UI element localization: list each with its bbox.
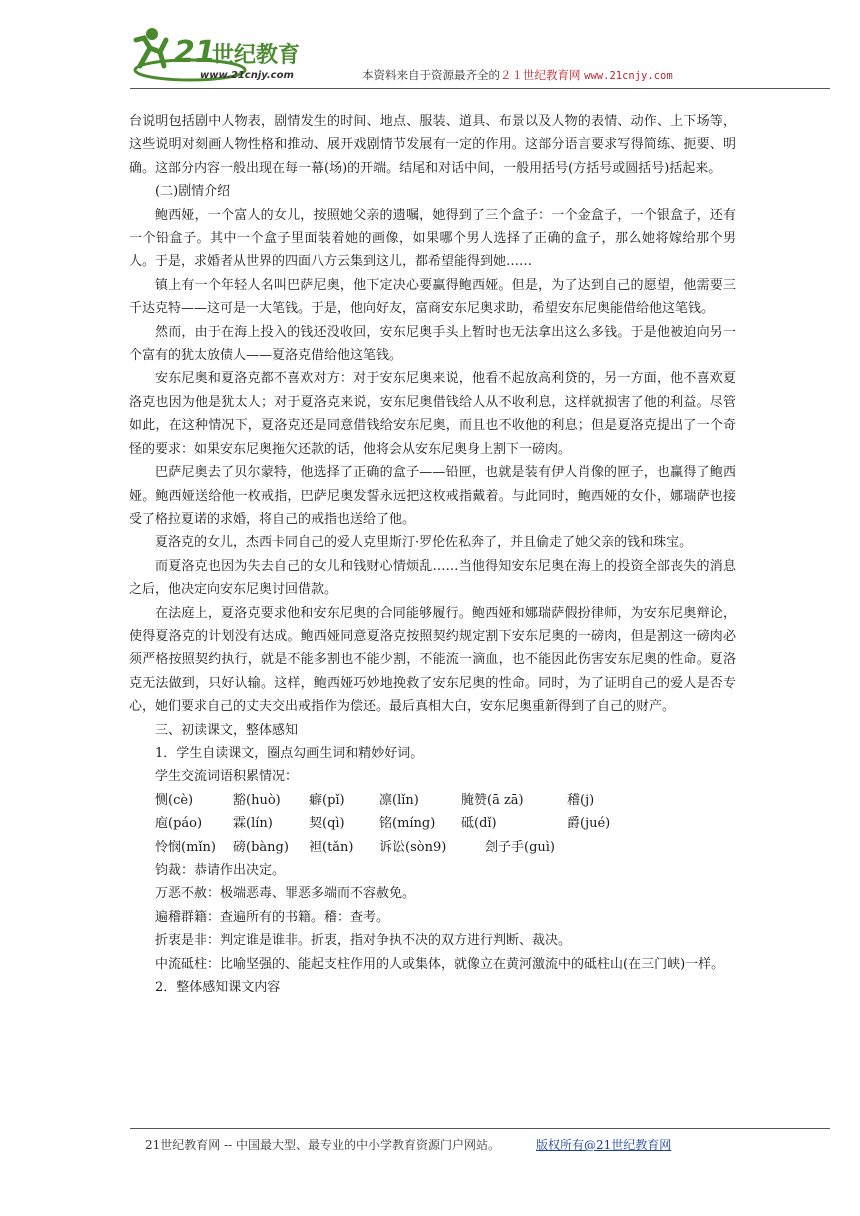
paragraph: 然而，由于在海上投入的钱还没收回，安东尼奥手头上暂时也无法拿出这么多钱。于是他被迫向另一个富有的犹太放债人——夏洛克借给他这笔钱。: [129, 324, 736, 364]
paragraph: 学生交流词语积累情况：: [155, 769, 299, 785]
paragraph: 夏洛克的女儿，杰西卡同自己的爱人克里斯汀·罗伦佐私奔了，并且偷走了她父亲的钱和珠宝。: [155, 535, 693, 551]
vocab-item: 磅(bàng): [233, 839, 289, 855]
vocab-item: 恻(cè): [155, 792, 194, 808]
definition: 中流砥柱：比喻坚强的、能起支柱作用的人或集体，就像立在黄河激流中的砥柱山(在三门峡)一样。: [155, 956, 725, 972]
vocab-item: 诉讼(sòn9): [379, 839, 447, 855]
vocab-item: 铭(míng): [379, 816, 436, 832]
vocab-item: 稽(j): [567, 792, 595, 808]
header-site-name: ２１世纪教育网: [500, 68, 581, 82]
page-header: [130, 22, 830, 90]
svg-text:www.21cnjy.com: www.21cnjy.com: [200, 70, 294, 81]
vocab-item: 凛(lǐn): [379, 792, 419, 808]
paragraph: 巴萨尼奥去了贝尔蒙特，他选择了正确的盒子——铅匣，也就是装有伊人肖像的匣子，也赢得了鲍西娅。鲍西娅送给他一枚戒指，巴萨尼奥发誓永远把这枚戒指戴着。与此同时，鲍西娅的女仆，娜瑞萨也接受了格拉夏诺的求婚，将自己的戒指也送给了他。: [129, 465, 736, 527]
vocab-item: 刽子手(guì): [485, 839, 555, 855]
vocab-item: 怜悯(mǐn): [155, 839, 217, 855]
paragraph: 而夏洛克也因为失去自己的女儿和钱财心情烦乱……当他得知安东尼奥在海上的投资全部丧失的消息之后，他决定向安东尼奥讨回借款。: [129, 558, 736, 598]
vocab-item: 霖(lín): [233, 816, 273, 832]
paragraph: 安东尼奥和夏洛克都不喜欢对方：对于安东尼奥来说，他看不起放高利贷的，另一方面，他不喜欢夏洛克也因为他是犹太人；对于夏洛克来说，安东尼奥借钱给人从不收利息，这样就损害了他的利益。尽管如此，在这种情况下，夏洛克还是同意借钱给安东尼奥，而且也不收他的利息；但是夏洛克提出了一个奇怪的要求：如果安东尼奥拖欠还款的话，他将会从安东尼奥身上割下一磅肉。: [129, 371, 736, 457]
footer-divider: [130, 1128, 830, 1129]
page-footer: [145, 1136, 671, 1153]
vocab-item: 砥(dǐ): [461, 816, 497, 832]
header-divider: [130, 88, 830, 89]
paragraph: 鲍西娅，一个富人的女儿，按照她父亲的遗嘱，她得到了三个盒子：一个金盒子，一个银盒子，还有一个铅盒子。其中一个盒子里面装着她的画像，如果哪个男人选择了正确的盒子，那么她将嫁给那个男人。于是，求婚者从世界的四面八方云集到这儿，都希望能得到她……: [129, 207, 736, 270]
vocab-item: 契(qì): [309, 816, 345, 832]
header-caption: 本资料来自于资源最齐全的２１世纪教育网 www.21cnjy.com: [362, 68, 673, 82]
vocab-row: [129, 836, 736, 859]
section-heading: (二)剧情介绍: [155, 184, 231, 200]
definition: 遍稽群籍：查遍所有的书籍。稽：查考。: [155, 909, 390, 925]
paragraph: 在法庭上，夏洛克要求他和安东尼奥的合同能够履行。鲍西娅和娜瑞萨假扮律师，为安东尼奥辩论，使得夏洛克的计划没有达成。鲍西娅同意夏洛克按照契约规定割下安东尼奥的一磅肉，但是割这一磅肉必须严格按照契约执行，就是不能多割也不能少割，不能流一滴血，也不能因此伤害安东尼奥的性命。夏洛克无法做到，只好认输。这样，鲍西娅巧妙地挽救了安东尼奥的性命。同时，为了证明自己的爱人是否专心，她们要求自己的丈夫交出戒指作为偿还。最后真相大白，安东尼奥重新得到了自己的财产。: [129, 605, 736, 715]
paragraph: 镇上有一个年轻人名叫巴萨尼奥，他下定决心要赢得鲍西娅。但是，为了达到自己的愿望，他需要三千达克特——这可是一大笔钱。于是，他向好友，富商安东尼奥求助，希望安东尼奥能借给他这笔钱。: [129, 277, 736, 317]
paragraph: 台说明包括剧中人物表，剧情发生的时间、地点、服装、道具、布景以及人物的表情、动作、上下场等，这些说明对刻画人物性格和推动、展开戏剧情节发展有一定的作用。这部分语言要求写得简练、扼要、明确。这部分内容一般出现在每一幕(场)的开端。结尾和对话中间，一般用括号(方括号或圆括号)括起来。: [129, 114, 736, 176]
vocab-row: [129, 812, 736, 835]
vocab-item: 癖(pǐ): [309, 792, 345, 808]
vocab-item: 腌赞(ā zā): [461, 792, 524, 808]
vocab-item: 袒(tǎn): [309, 839, 354, 855]
footer-text: 21世纪教育网 -- 中国最大型、最专业的中小学教育资源门户网站。: [145, 1138, 501, 1152]
definition: 钧裁：恭请作出决定。: [155, 863, 286, 878]
header-url[interactable]: www.21cnjy.com: [584, 70, 673, 82]
copyright-link[interactable]: 版权所有@21世纪教育网: [536, 1138, 672, 1152]
paragraph: 2．整体感知课文内容: [155, 980, 281, 996]
definition: 折衷是非：判定谁是谁非。折衷，指对争执不决的双方进行判断、裁决。: [155, 933, 572, 949]
document-body: [129, 110, 736, 999]
svg-text:世纪教育: 世纪教育: [212, 43, 301, 68]
vocab-row: [129, 789, 736, 812]
vocab-item: 庖(páo): [155, 816, 203, 832]
svg-text:21: 21: [174, 35, 216, 70]
section-heading: 三、初读课文，整体感知: [155, 722, 299, 738]
paragraph: 1．学生自读课文，圈点勾画生词和精妙好词。: [155, 745, 424, 761]
definition: 万恶不赦：极端恶毒、罪恶多端而不容赦免。: [155, 886, 416, 902]
vocab-item: 爵(jué): [567, 816, 611, 832]
site-logo: [130, 22, 350, 84]
vocab-item: 豁(huò): [233, 792, 281, 808]
